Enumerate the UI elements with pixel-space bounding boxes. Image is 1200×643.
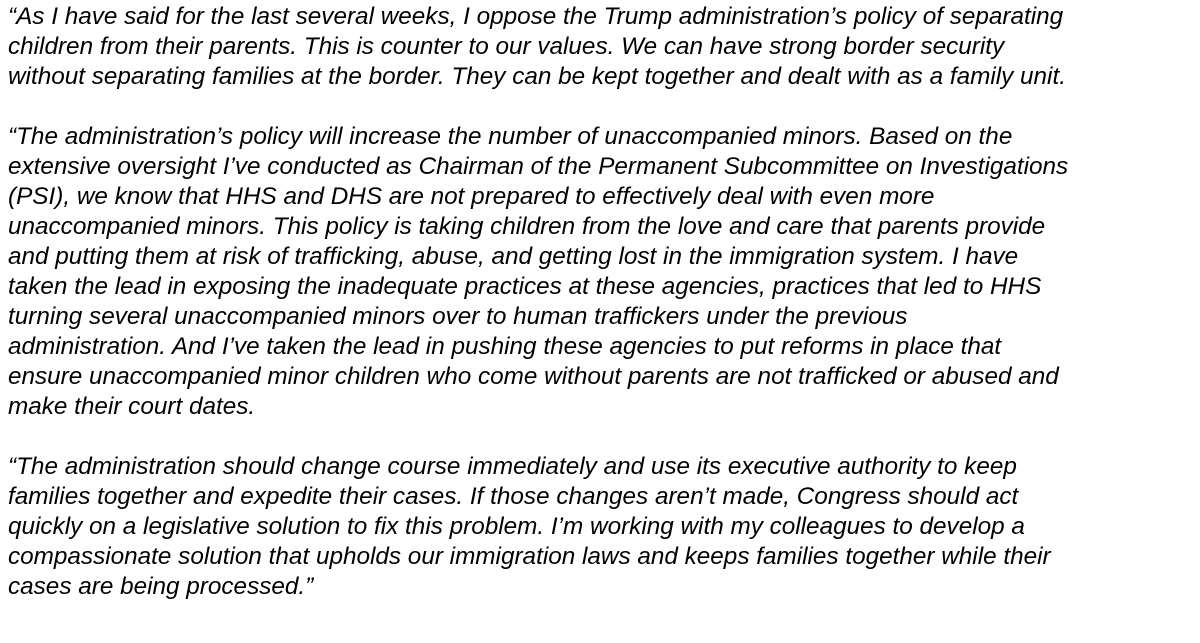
text-line: taken the lead in exposing the inadequate practices at these agencies, practices that led to HHS [8, 273, 1042, 300]
text-line: and putting them at risk of trafficking, abuse, and getting lost in the immigration system. I have [8, 243, 1019, 270]
text-line: “As I have said for the last several weeks, I oppose the Trump administration’s policy of separating [8, 3, 1064, 30]
text-line: compassionate solution that upholds our immigration laws and keeps families together while their [8, 543, 1051, 570]
text-line: cases are being processed.” [8, 573, 314, 600]
text-line: extensive oversight I’ve conducted as Chairman of the Permanent Subcommittee on Investigations [8, 153, 1069, 180]
statement-document [8, 2, 1198, 632]
text-line: ensure unaccompanied minor children who come without parents are not trafficked or abused and [8, 363, 1059, 390]
text-line: (PSI), we know that HHS and DHS are not prepared to effectively deal with even more [8, 183, 935, 210]
text-line: “The administration’s policy will increase the number of unaccompanied minors. Based on the [8, 123, 1013, 150]
text-line: “The administration should change course immediately and use its executive authority to keep [8, 453, 1017, 480]
text-line: families together and expedite their cases. If those changes aren’t made, Congress should act [8, 483, 1019, 510]
text-line: make their court dates. [8, 393, 256, 420]
paragraph-2 [8, 122, 1198, 422]
text-line: administration. And I’ve taken the lead in pushing these agencies to put reforms in place that [8, 333, 1002, 360]
text-line: unaccompanied minors. This policy is taking children from the love and care that parents provide [8, 213, 1046, 240]
text-line: quickly on a legislative solution to fix this problem. I’m working with my colleagues to develop a [8, 513, 1025, 540]
paragraph-3 [8, 452, 1198, 602]
text-line: without separating families at the border. They can be kept together and dealt with as a family unit. [8, 63, 1066, 90]
text-line: children from their parents. This is counter to our values. We can have strong border security [8, 33, 1005, 60]
text-line: turning several unaccompanied minors over to human traffickers under the previous [8, 303, 908, 330]
paragraph-1 [8, 2, 1198, 92]
